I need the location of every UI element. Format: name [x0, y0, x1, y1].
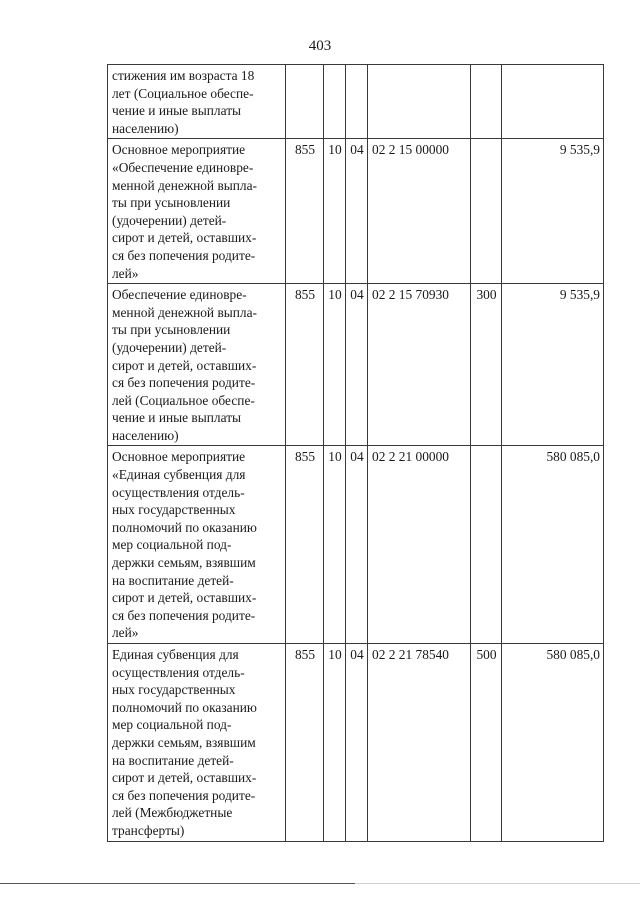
item-name-line: полномочий по оказанию — [112, 519, 257, 535]
cell-expense-type — [471, 65, 502, 139]
item-name-line: Основное мероприятие — [112, 449, 246, 465]
footer-rule-faint — [355, 883, 640, 884]
item-name-line: осуществления отдель- — [112, 664, 245, 680]
item-name-line: мер социальной под- — [112, 717, 232, 733]
item-name-line: Обеспечение единовре- — [112, 287, 247, 303]
page-number: 403 — [308, 38, 332, 54]
cell-amount — [502, 65, 604, 139]
cell-ved-code: 855 — [286, 644, 324, 842]
item-name-line: Основное мероприятие — [112, 142, 246, 158]
item-name-line: лей (Социальное обеспе- — [112, 392, 255, 408]
item-name-line: ных государственных — [112, 682, 236, 698]
cell-item-name — [108, 446, 286, 644]
item-name-line: (удочерении) детей- — [112, 339, 227, 355]
cell-expense-type — [471, 139, 502, 284]
footer-rule — [0, 883, 355, 884]
item-name-line: менной денежной выпла- — [112, 177, 258, 193]
cell-subsection: 04 — [346, 446, 368, 644]
item-name-line: менной денежной выпла- — [112, 304, 258, 320]
cell-subsection: 04 — [346, 139, 368, 284]
item-name-line: населению) — [112, 427, 179, 443]
item-name-line: ты при усыновлении — [112, 195, 231, 211]
item-name-line: лей (Межбюджетные — [112, 805, 233, 821]
item-name-line: (удочерении) детей- — [112, 212, 227, 228]
item-name-line: на воспитание детей- — [112, 572, 234, 588]
item-name-line: полномочий по оказанию — [112, 699, 257, 715]
cell-section: 10 — [324, 284, 346, 446]
table-row — [108, 65, 604, 139]
table-row — [108, 139, 604, 284]
item-name-line: населению) — [112, 120, 179, 136]
item-name-line: ся без попечения родите- — [112, 787, 256, 803]
item-name-line: держки семьям, взявшим — [112, 734, 256, 750]
cell-subsection: 04 — [346, 644, 368, 842]
item-name-line: стижения им возраста 18 — [112, 68, 255, 83]
cell-target-article — [368, 65, 471, 139]
item-name-line: держки семьям, взявшим — [112, 555, 256, 571]
item-name-line: «Единая субвенция для — [112, 467, 246, 483]
cell-section — [324, 65, 346, 139]
table-body — [108, 65, 604, 842]
cell-expense-type: 500 — [471, 644, 502, 842]
item-name-line: чение и иные выплаты — [112, 410, 242, 426]
cell-item-name — [108, 139, 286, 284]
cell-amount: 9 535,9 — [502, 139, 604, 284]
table-row — [108, 284, 604, 446]
item-name-line: сирот и детей, оставших- — [112, 590, 257, 606]
item-name-line: осуществления отдель- — [112, 484, 245, 500]
item-name-line: сирот и детей, оставших- — [112, 357, 257, 373]
item-name-line: трансферты) — [112, 822, 185, 838]
cell-ved-code — [286, 65, 324, 139]
table-row — [108, 446, 604, 644]
item-name-line: ся без попечения родите- — [112, 607, 256, 623]
cell-ved-code: 855 — [286, 284, 324, 446]
cell-expense-type: 300 — [471, 284, 502, 446]
cell-ved-code: 855 — [286, 139, 324, 284]
cell-target-article: 02 2 15 70930 — [368, 284, 471, 446]
item-name-line: ся без попечения родите- — [112, 375, 256, 391]
cell-target-article: 02 2 21 78540 — [368, 644, 471, 842]
item-name-line: лет (Социальное обеспе- — [112, 85, 254, 101]
item-name-line: лей» — [112, 625, 139, 641]
cell-section: 10 — [324, 644, 346, 842]
cell-amount: 580 085,0 — [502, 644, 604, 842]
item-name-line: ных государственных — [112, 502, 236, 518]
cell-subsection: 04 — [346, 284, 368, 446]
cell-target-article: 02 2 15 00000 — [368, 139, 471, 284]
item-name-line: на воспитание детей- — [112, 752, 234, 768]
cell-expense-type — [471, 446, 502, 644]
item-name-line: ся без попечения родите- — [112, 247, 256, 263]
cell-target-article: 02 2 21 00000 — [368, 446, 471, 644]
cell-section: 10 — [324, 446, 346, 644]
item-name-line: «Обеспечение единовре- — [112, 159, 254, 175]
item-name-line: мер социальной под- — [112, 537, 232, 553]
item-name-line: лей» — [112, 265, 139, 281]
cell-item-name — [108, 65, 286, 139]
item-name-line: ты при усыновлении — [112, 322, 231, 338]
cell-section: 10 — [324, 139, 346, 284]
cell-ved-code: 855 — [286, 446, 324, 644]
item-name-line: сирот и детей, оставших- — [112, 230, 257, 246]
cell-item-name — [108, 284, 286, 446]
budget-table — [107, 64, 604, 842]
cell-amount: 9 535,9 — [502, 284, 604, 446]
cell-amount: 580 085,0 — [502, 446, 604, 644]
item-name-line: чение и иные выплаты — [112, 103, 242, 119]
table-row — [108, 644, 604, 842]
cell-subsection — [346, 65, 368, 139]
item-name-line: Единая субвенция для — [112, 647, 239, 662]
item-name-line: сирот и детей, оставших- — [112, 770, 257, 786]
cell-item-name — [108, 644, 286, 842]
